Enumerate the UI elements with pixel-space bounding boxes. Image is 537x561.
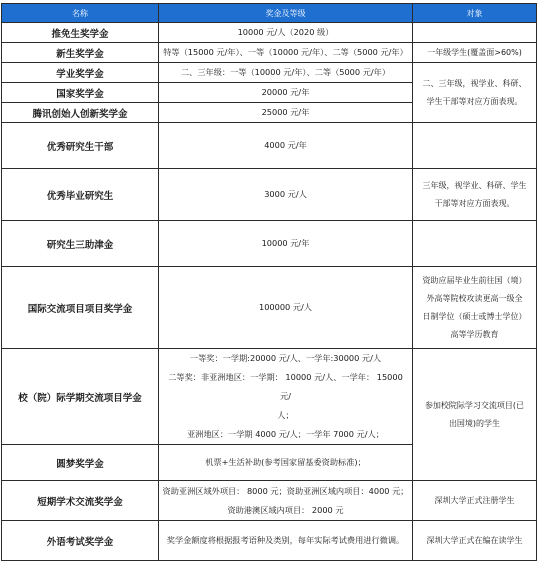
amount-line: 资助港澳区域内项目： 2000 元 bbox=[227, 504, 344, 515]
row-amount: 10000 元/年 bbox=[159, 221, 413, 267]
table-row bbox=[2, 349, 537, 445]
target-line: 参加校院际学习交流项目(已 bbox=[424, 400, 525, 410]
target-line: 学生干部等对应方面表现。 bbox=[426, 96, 523, 106]
table-row bbox=[2, 267, 537, 349]
row-name: 国际交流项目项目奖学金 bbox=[2, 267, 159, 349]
target-line: 干部等对应方面表现。 bbox=[434, 198, 515, 208]
amount-line: 二等奖：非亚洲地区：一学期： 10000 元/人、一学年： 15000 元/ bbox=[168, 372, 403, 401]
row-target: 一年级学生(覆盖面>60%) bbox=[413, 43, 537, 63]
table-row bbox=[2, 43, 537, 63]
table-row bbox=[2, 221, 537, 267]
row-name: 腾讯创始人创新奖学金 bbox=[2, 103, 159, 123]
target-line: 日制学位（硕士或博士学位） bbox=[422, 311, 527, 321]
row-name: 研究生三助津金 bbox=[2, 221, 159, 267]
amount-line: 一等奖：一学期:20000 元/人、一学年:30000 元/人 bbox=[189, 353, 382, 363]
header-amount: 奖金及等级 bbox=[159, 4, 413, 23]
amount-line: 人； bbox=[277, 410, 294, 420]
row-amount: 4000 元/年 bbox=[159, 123, 413, 169]
row-amount bbox=[159, 481, 413, 521]
scholarship-table-container bbox=[1, 3, 536, 561]
row-name: 校（院）际学期交流项目学金 bbox=[2, 349, 159, 445]
row-amount: 二、三年级：一等（10000 元/年）、二等（5000 元/年） bbox=[159, 63, 413, 83]
row-name: 外语考试奖学金 bbox=[2, 521, 159, 561]
row-name: 新生奖学金 bbox=[2, 43, 159, 63]
row-name: 优秀研究生干部 bbox=[2, 123, 159, 169]
header-name: 名称 bbox=[2, 4, 159, 23]
row-amount: 3000 元/人 bbox=[159, 169, 413, 221]
row-target: 深圳大学正式注册学生 bbox=[413, 481, 537, 521]
row-amount bbox=[159, 349, 413, 445]
row-target-empty bbox=[413, 123, 537, 169]
target-line: 出国境)的学生 bbox=[448, 418, 501, 428]
row-name: 推免生奖学金 bbox=[2, 23, 159, 43]
row-amount: 100000 元/人 bbox=[159, 267, 413, 349]
row-amount: 20000 元/年 bbox=[159, 83, 413, 103]
table-row bbox=[2, 63, 537, 83]
row-target: 深圳大学正式在编在读学生 bbox=[413, 521, 537, 561]
table-header-row bbox=[2, 4, 537, 23]
row-name: 国家奖学金 bbox=[2, 83, 159, 103]
table-row bbox=[2, 481, 537, 521]
target-line: 外高等院校攻读更高一级全 bbox=[426, 293, 523, 303]
target-line: 高等学历教育 bbox=[450, 329, 499, 339]
row-target bbox=[413, 169, 537, 221]
row-amount: 奖学金额度将根据报考语种及类别，每年实际考试费用进行微调。 bbox=[159, 521, 413, 561]
target-line: 三年级，视学业、科研、学生 bbox=[422, 180, 527, 190]
row-amount: 机票+生活补助(参考国家留基委资助标准)； bbox=[159, 445, 413, 481]
target-line: 二、三年级，视学业、科研、 bbox=[422, 78, 527, 88]
table-row bbox=[2, 23, 537, 43]
table-row bbox=[2, 169, 537, 221]
table-row bbox=[2, 521, 537, 561]
row-amount: 10000 元/人（2020 级） bbox=[159, 23, 413, 43]
row-target-empty bbox=[413, 221, 537, 267]
scholarship-table bbox=[1, 3, 537, 561]
row-target bbox=[413, 267, 537, 349]
target-line: 资助应届毕业生前往国（境） bbox=[422, 275, 527, 285]
row-name: 短期学术交流奖学金 bbox=[2, 481, 159, 521]
row-amount: 特等（15000 元/年）、一等（10000 元/年）、二等（5000 元/年） bbox=[159, 43, 413, 63]
row-name: 学业奖学金 bbox=[2, 63, 159, 83]
row-target-empty bbox=[413, 23, 537, 43]
row-name: 圆梦奖学金 bbox=[2, 445, 159, 481]
table-row bbox=[2, 123, 537, 169]
amount-line: 亚洲地区：一学期 4000 元/人；一学年 7000 元/人； bbox=[187, 429, 384, 439]
header-target: 对象 bbox=[413, 4, 537, 23]
row-name: 优秀毕业研究生 bbox=[2, 169, 159, 221]
row-target bbox=[413, 349, 537, 481]
amount-line: 资助亚洲区域外项目： 8000 元；资助亚洲区域内项目：4000 元； bbox=[162, 485, 409, 496]
row-amount: 25000 元/年 bbox=[159, 103, 413, 123]
row-target bbox=[413, 63, 537, 123]
